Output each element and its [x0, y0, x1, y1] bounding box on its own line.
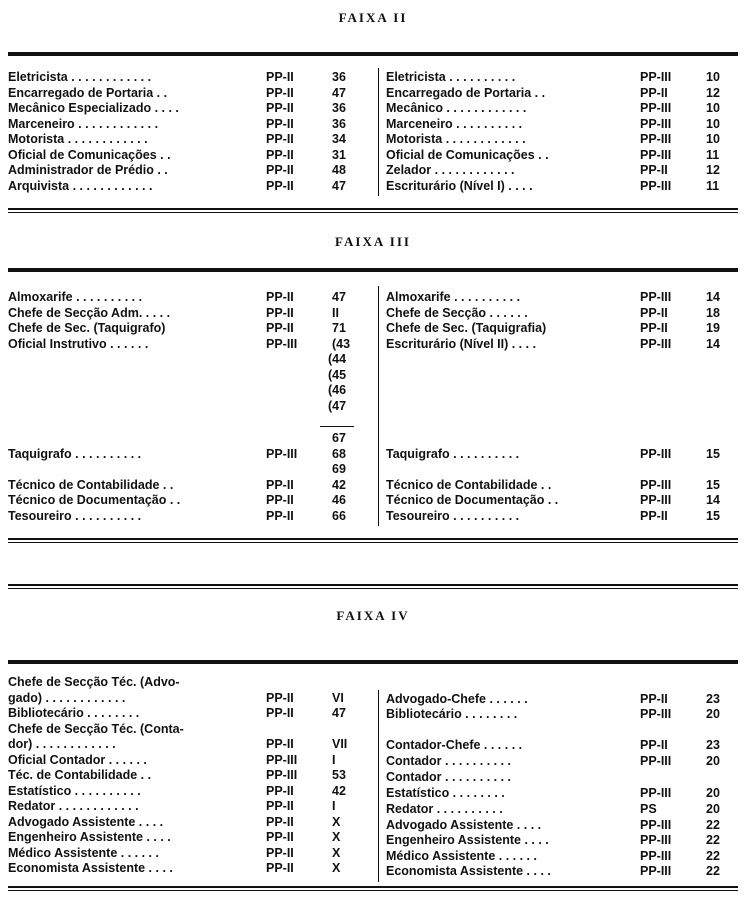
- level-number: 19: [706, 321, 720, 335]
- level-number: (46: [328, 383, 347, 397]
- table-row: [0, 738, 746, 753]
- level-number: 11: [706, 147, 720, 162]
- position-title: Chefe de Secção Téc. (Conta-: [8, 721, 184, 736]
- table-row: [0, 132, 746, 147]
- class-code: PP-III: [640, 290, 672, 304]
- table-row: [0, 70, 746, 85]
- level-number: 10: [706, 101, 720, 115]
- table-row: [0, 509, 746, 524]
- level-number: 22: [706, 818, 720, 832]
- table-row: [0, 675, 746, 690]
- level-number: I: [332, 752, 336, 767]
- table-row: [0, 849, 746, 864]
- position-title: Escriturário (Nível I) . . . .: [386, 178, 533, 193]
- class-code: PP-II: [266, 861, 294, 875]
- class-code: PP-II: [266, 305, 294, 320]
- position-title: Arquivista . . . . . . . . . . . .: [8, 178, 153, 193]
- position-title: Taquigrafo . . . . . . . . . .: [8, 447, 142, 461]
- class-code: PP-III: [266, 447, 298, 461]
- class-code: PP-III: [640, 818, 672, 832]
- position-title: gado) . . . . . . . . . . . .: [8, 690, 126, 705]
- class-code: PP-II: [640, 85, 668, 100]
- position-title: Taquigrafo . . . . . . . . . .: [386, 447, 520, 461]
- class-code: PP-II: [266, 737, 294, 751]
- class-code: PP-II: [266, 509, 294, 523]
- class-code: PP-III: [640, 754, 672, 768]
- class-code: PP-II: [266, 70, 294, 84]
- level-number: 31: [332, 147, 346, 162]
- level-number: X: [332, 845, 341, 860]
- position-title: Técnico de Documentação . .: [8, 493, 181, 507]
- level-number: 12: [706, 85, 720, 100]
- level-number: 36: [332, 116, 346, 131]
- class-code: PP-III: [640, 70, 672, 84]
- class-code: PP-II: [266, 321, 294, 335]
- top-rule: [8, 268, 738, 272]
- table-row: [0, 86, 746, 101]
- level-number: 47: [332, 706, 346, 720]
- position-title: Estatístico . . . . . . . . . .: [8, 783, 141, 798]
- position-title: Chefe de Sec. (Taquigrafia): [386, 321, 547, 335]
- position-title: Técnico de Contabilidade . .: [386, 478, 552, 492]
- table-row: [0, 770, 746, 785]
- position-title: Contador-Chefe . . . . . .: [386, 738, 523, 752]
- level-number: 20: [706, 754, 720, 768]
- level-number: I: [332, 799, 336, 813]
- class-code: PP-III: [266, 768, 298, 782]
- class-code: PP-II: [266, 116, 294, 131]
- position-title: Médico Assistente . . . . . .: [386, 849, 537, 863]
- position-title: Escriturário (Nível II) . . . .: [386, 336, 537, 351]
- class-code: PP-II: [266, 690, 294, 705]
- class-code: PP-III: [640, 101, 672, 115]
- class-code: PP-II: [266, 478, 294, 492]
- position-title: Bibliotecário . . . . . . . .: [8, 706, 140, 720]
- table-row: [0, 337, 746, 352]
- position-title: Oficial Instrutivo . . . . . .: [8, 336, 149, 351]
- class-code: PP-III: [640, 493, 672, 507]
- level-number: 14: [706, 493, 720, 507]
- class-code: PP-II: [266, 147, 294, 162]
- position-title: Economista Assistente . . . .: [8, 861, 173, 875]
- level-number: 47: [332, 85, 346, 100]
- position-title: Tesoureiro . . . . . . . . . .: [8, 509, 142, 523]
- section-title-faixa-iii: FAIXA III: [335, 234, 411, 249]
- class-code: PP-III: [640, 132, 672, 146]
- table-row: [0, 783, 746, 801]
- class-code: PP-III: [640, 864, 672, 878]
- table-row: [0, 447, 746, 462]
- table-row: [0, 290, 746, 305]
- class-code: PP-III: [266, 752, 298, 767]
- position-title: Engenheiro Assistente . . . .: [386, 833, 549, 847]
- position-title: Estatístico . . . . . . . .: [386, 786, 505, 800]
- bottom-rule: [8, 886, 738, 891]
- position-title: Redator . . . . . . . . . . . .: [8, 799, 139, 813]
- class-code: PP-III: [640, 833, 672, 847]
- position-title: Chefe de Secção . . . . . .: [386, 305, 528, 320]
- class-code: PP-II: [266, 783, 294, 798]
- table-row: [0, 179, 746, 194]
- table-row: [0, 163, 746, 178]
- level-number: 10: [706, 132, 720, 146]
- class-code: PP-II: [640, 321, 668, 335]
- table-row: [0, 692, 746, 707]
- position-title: Encarregado de Portaria . .: [386, 85, 546, 100]
- level-number: VI: [332, 690, 344, 705]
- position-title: Advogado-Chefe . . . . . .: [386, 692, 528, 706]
- top-rule: [8, 660, 738, 664]
- table-row: [0, 833, 746, 848]
- position-title: Chefe de Secção Adm. . . . .: [8, 305, 171, 320]
- table-row: [0, 306, 746, 321]
- class-code: PP-II: [640, 163, 668, 177]
- class-code: PP-II: [640, 509, 668, 523]
- position-title: Encarregado de Portaria . .: [8, 85, 168, 100]
- position-title: Advogado Assistente . . . .: [8, 814, 164, 829]
- position-title: Contador . . . . . . . . . .: [386, 770, 512, 784]
- class-code: PP-III: [640, 447, 672, 461]
- class-code: PP-II: [266, 178, 294, 193]
- level-number: 15: [706, 447, 720, 461]
- level-number: 10: [706, 70, 720, 84]
- class-code: PP-II: [266, 132, 294, 146]
- level-number: 34: [332, 132, 346, 146]
- level-number: 22: [706, 864, 720, 878]
- class-code: PP-II: [640, 305, 668, 320]
- level-number: 53: [332, 768, 346, 782]
- level-number: 22: [706, 833, 720, 847]
- table-row: [0, 802, 746, 817]
- level-number: 42: [332, 478, 346, 492]
- level-number: 20: [706, 707, 720, 721]
- position-title: Mecânico . . . . . . . . . . . .: [386, 101, 527, 115]
- position-title: Oficial de Comunicações . .: [8, 147, 171, 162]
- table-row: [0, 754, 746, 769]
- position-title: Médico Assistente . . . . . .: [8, 845, 159, 860]
- class-code: PP-II: [266, 163, 294, 177]
- level-number: 12: [706, 163, 720, 177]
- position-title: Marceneiro . . . . . . . . . . . .: [8, 116, 159, 131]
- position-title: Motorista . . . . . . . . . . . .: [386, 132, 526, 146]
- class-code: PP-III: [640, 147, 672, 162]
- level-number: 15: [706, 509, 720, 523]
- position-title: Motorista . . . . . . . . . . . .: [8, 132, 148, 146]
- position-title: Almoxarife . . . . . . . . . .: [8, 290, 143, 304]
- level-number: (45: [328, 367, 347, 382]
- subtotal-rule: [320, 426, 354, 427]
- position-title: Marceneiro . . . . . . . . . .: [386, 116, 523, 131]
- level-number: 14: [706, 336, 720, 351]
- bottom-rule: [8, 208, 738, 213]
- level-number: 10: [706, 116, 720, 131]
- level-number: 66: [332, 509, 346, 523]
- position-title: Almoxarife . . . . . . . . . .: [386, 290, 521, 304]
- level-number: 71: [332, 321, 346, 335]
- class-code: PP-II: [266, 845, 294, 860]
- class-code: PP-II: [640, 692, 668, 706]
- table-row: [0, 722, 746, 737]
- level-number: (43: [332, 336, 351, 351]
- level-number: 48: [332, 163, 346, 177]
- level-number: 67: [332, 431, 346, 445]
- position-title: Economista Assistente . . . .: [386, 864, 551, 878]
- class-code: PP-III: [640, 336, 672, 351]
- table-row: [0, 818, 746, 833]
- level-number: 23: [706, 692, 720, 706]
- level-number: 22: [706, 849, 720, 863]
- class-code: PP-II: [266, 706, 294, 720]
- position-title: Tesoureiro . . . . . . . . . .: [386, 509, 520, 523]
- level-number: (44: [328, 352, 347, 366]
- level-number: X: [332, 814, 341, 829]
- position-title: Bibliotecário . . . . . . . .: [386, 707, 518, 721]
- class-code: PP-II: [266, 101, 294, 115]
- class-code: PP-II: [266, 85, 294, 100]
- level-number: (47: [328, 398, 347, 413]
- class-code: PP-II: [266, 799, 294, 813]
- class-code: PP-III: [640, 478, 672, 492]
- position-title: Téc. de Contabilidade . .: [8, 768, 152, 782]
- class-code: PP-II: [266, 814, 294, 829]
- level-number: 23: [706, 738, 720, 752]
- level-number: 14: [706, 290, 720, 304]
- position-title: Chefe de Secção Téc. (Advo-: [8, 675, 180, 689]
- level-number: X: [332, 830, 341, 844]
- table-row: [0, 117, 746, 132]
- position-title: Oficial de Comunicações . .: [386, 147, 549, 162]
- level-number: 47: [332, 290, 346, 304]
- position-title: Redator . . . . . . . . . .: [386, 802, 503, 816]
- class-code: PP-II: [266, 493, 294, 507]
- class-code: PP-III: [640, 116, 672, 131]
- position-title: Técnico de Documentação . .: [386, 493, 559, 507]
- top-rule: [8, 52, 738, 56]
- position-title: Técnico de Contabilidade . .: [8, 478, 174, 492]
- position-title: Mecânico Especializado . . . .: [8, 101, 179, 115]
- level-number: 11: [706, 178, 720, 193]
- table-row: [0, 493, 746, 508]
- level-number: 15: [706, 478, 720, 492]
- class-code: PP-III: [640, 849, 672, 863]
- position-title: Zelador . . . . . . . . . . . .: [386, 163, 515, 177]
- table-row: [0, 101, 746, 116]
- level-number: 47: [332, 178, 346, 193]
- level-number: 42: [332, 783, 346, 798]
- divider-rule: [8, 584, 738, 589]
- section-title-faixa-iv: FAIXA IV: [336, 608, 410, 623]
- position-title: Administrador de Prédio . .: [8, 163, 168, 177]
- position-title: Eletricista . . . . . . . . . .: [386, 70, 516, 84]
- table-row: [0, 864, 746, 879]
- section-title-faixa-ii: FAIXA II: [338, 10, 408, 25]
- level-number: 36: [332, 101, 346, 115]
- class-code: PP-III: [266, 336, 298, 351]
- level-number: X: [332, 861, 341, 875]
- position-title: Engenheiro Assistente . . . .: [8, 830, 171, 844]
- table-row: [0, 148, 746, 163]
- position-title: Oficial Contador . . . . . .: [8, 752, 147, 767]
- level-number: 69: [332, 462, 346, 476]
- table-row: [0, 478, 746, 493]
- class-code: PP-II: [640, 738, 668, 752]
- level-number: 18: [706, 305, 720, 320]
- table-row: [0, 321, 746, 336]
- class-code: PP-III: [640, 786, 672, 800]
- position-title: Chefe de Sec. (Taquigrafo): [8, 321, 166, 335]
- position-title: dor) . . . . . . . . . . . .: [8, 737, 116, 751]
- table-row: [0, 707, 746, 722]
- position-title: Eletricista . . . . . . . . . . . .: [8, 70, 152, 84]
- level-number: VII: [332, 737, 348, 751]
- class-code: PP-II: [266, 830, 294, 844]
- bottom-rule: [8, 538, 738, 543]
- class-code: PP-II: [266, 290, 294, 304]
- position-title: Contador . . . . . . . . . .: [386, 754, 512, 768]
- position-title: Advogado Assistente . . . .: [386, 818, 542, 832]
- level-number: 36: [332, 70, 346, 84]
- level-number: 20: [706, 802, 720, 816]
- level-number: 46: [332, 493, 346, 507]
- level-number: 20: [706, 786, 720, 800]
- class-code: PS: [640, 802, 657, 816]
- class-code: PP-III: [640, 707, 672, 721]
- level-number: 68: [332, 446, 346, 461]
- level-number: II: [332, 305, 339, 320]
- class-code: PP-III: [640, 178, 672, 193]
